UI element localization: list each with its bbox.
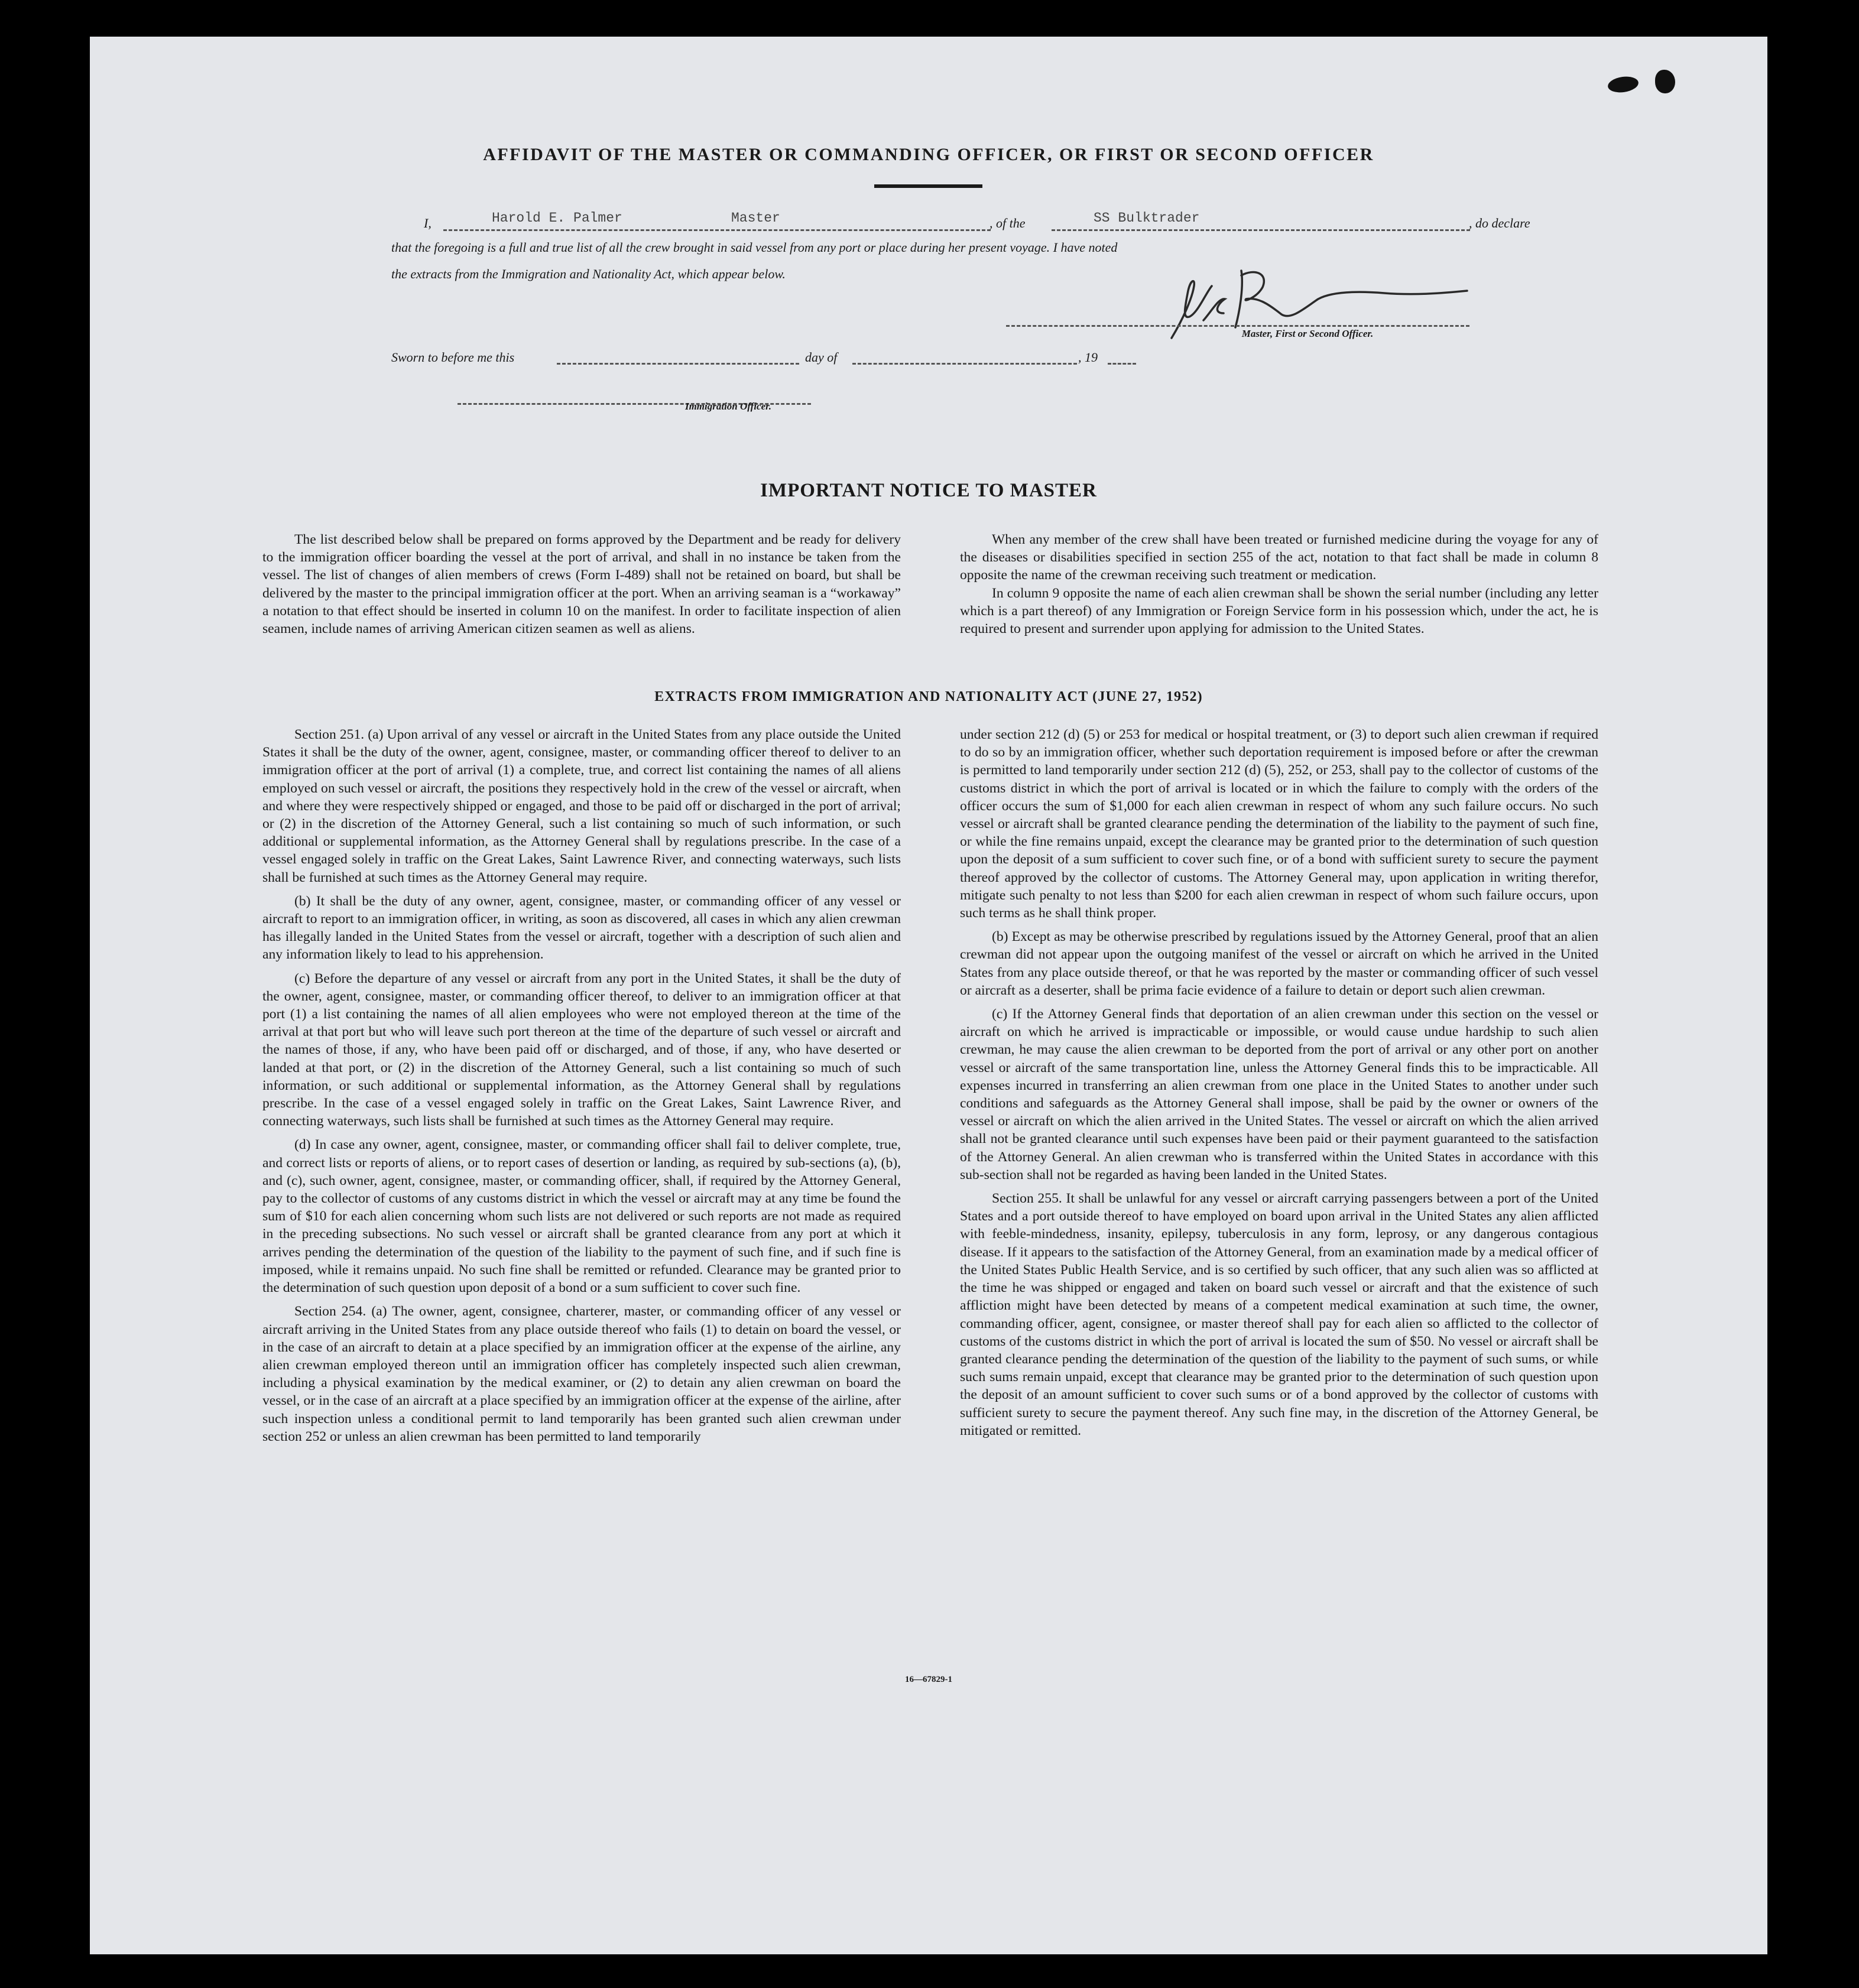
- sworn-year-line: [1108, 349, 1136, 365]
- rank-value: Master: [731, 210, 780, 226]
- extracts-right-column: [960, 726, 1598, 1445]
- notice-right-paragraph-2: In column 9 opposite the name of each alien crewman shall be shown the serial number (including any letter which is a part thereof) of any Immigration or Foreign Service form in his possession which, under the act, he is required to present and surrender upon applying for admission to the United States.: [960, 585, 1598, 637]
- notice-left-paragraph: The list described below shall be prepared on forms approved by the Department and be ready for delivery to the immigration officer boarding the vessel at the port of arrival, and shall in no instance be taken from the vessel. The list of changes of alien members of crews (Form I-489) shall not be retained on board, but shall be delivered by the master to the principal immigration officer at the port. When an arriving seaman is a “workaway” a notation to that effect should be inserted in column 10 on the manifest. In order to facilitate inspection of alien seamen, include names of arriving American citizen seamen as well as aliens.: [262, 532, 901, 637]
- notice-left-column: [262, 531, 901, 638]
- year-label: , 19: [1078, 350, 1098, 365]
- declaration-line-1: that the foregoing is a full and true list of all the crew brought in said vessel from any port or place during her present voyage. I have noted: [391, 240, 1118, 255]
- section-251c: (c) Before the departure of any vessel or aircraft from any port in the United States, it shall be the duty of the owner, agent, consignee, master, or commanding officer thereof, to deliver to an immigration officer at that port (1) a list containing the names of all alien employees who were not employed thereon at the time of the arrival at that port but who will leave such port thereon at the time of the departure of such vessel or aircraft and the names of those, if any, who have been paid off or discharged, and of those, if any, who have deserted or landed at that port, or (2) in the discretion of the Attorney General, such a list containing so much of such information, or such additional or supplemental information, as the Attorney General shall by regulations prescribe. In the case of a vessel engaged solely in traffic on the Great Lakes, Saint Lawrence River, and connecting waterways, such lists shall be furnished at such times as the Attorney General may require.: [262, 970, 901, 1129]
- sworn-label: Sworn to before me this: [391, 350, 515, 365]
- signature-caption: Master, First or Second Officer.: [1241, 328, 1374, 339]
- act-extracts-title: EXTRACTS FROM IMMIGRATION AND NATIONALITY ACT (JUNE 27, 1952): [654, 689, 1203, 704]
- of-the-label: , of the: [989, 216, 1026, 230]
- affidavit-i-label: I,: [424, 216, 432, 230]
- sworn-month-line: [852, 349, 1077, 365]
- section-254c: (c) If the Attorney General finds that deportation of an alien crewman under this section on the vessel or aircraft on which he arrived is impracticable or impossible, or would cause undue hardship to such alien crewman, he may cause the alien crewman to be deported from the port of arrival or any other port on another vessel or aircraft of the same transportation line, unless the Attorney General finds this to be impracticable. All expenses incurred in transferring an alien crewman from one place in the United States to another under such conditions and safeguards as the Attorney General shall impose, shall be paid by the owner or owners of the vessel or aircraft on which the alien arrived in the United States. The vessel or aircraft on which the alien arrived shall not be granted clearance until such expenses have been paid or their payment guaranteed to the satisfaction of the Attorney General. An alien crewman who is transferred within the United States in accordance with this sub-section shall not be regarded as having been landed in the United States.: [960, 1006, 1598, 1183]
- section-251b: (b) It shall be the duty of any owner, agent, consignee, master, or commanding officer of any vessel or aircraft to report to an immigration officer, in writing, as soon as discovered, all cases in which any alien crewman has illegally landed in the United States from the vessel or aircraft, together with a description of such alien and any information likely to lead to his apprehension.: [262, 893, 901, 963]
- notice-right-column: [960, 531, 1598, 638]
- ink-blot: [1655, 70, 1675, 93]
- sworn-day-line: [557, 349, 799, 365]
- signature-line: [1006, 313, 1469, 327]
- section-251d: (d) In case any owner, agent, consignee, master, or commanding officer shall fail to deliver complete, true, and correct lists or reports of aliens, or to report cases of desertion or landing, as required by sub-sections (a), (b), and (c), such owner, agent, consignee, master, or commanding officer, shall, if required by the Attorney General, pay to the collector of customs of any customs district in which the vessel or aircraft may at any time be found the sum of $10 for each alien concerning whom such lists are not delivered or such reports are not made as required in the preceding subsections. No such vessel or aircraft shall be granted clearance from any port at which it arrives pending the determination of the question of the liability to the payment of such fine, and if such fine is imposed, while it remains unpaid. No such fine shall be remitted or refunded. Clearance may be granted prior to the determination of such question upon deposit of a bond or a sum sufficient to cover such fine.: [262, 1137, 901, 1296]
- ink-blot: [1607, 75, 1639, 95]
- section-255: Section 255. It shall be unlawful for any vessel or aircraft carrying passengers between a port of the United States and a port outside thereof to have employed on board upon arrival in the United States any alien afflicted with feeble-mindedness, insanity, epilepsy, tuberculosis in any form, leprosy, or any dangerous contagious disease. If it appears to the satisfaction of the Attorney General, from an examination made by a medical officer of the United States Public Health Service, and is so certified by such officer, that any such alien was so afflicted at the time he was shipped or engaged and taken on board such vessel or aircraft and that the existence of such affliction might have been detected by means of a competent medical examination at such time, the owner, commanding officer, agent, consignee, or master thereof shall pay for each alien so afflicted to the collector of customs of the customs district in which the port of arrival is located the sum of $50. No vessel or aircraft shall be granted clearance pending the determination of the question of the liability to the payment of such sums, or while such sums remain unpaid, except that clearance may be granted prior to the determination of such question upon the deposit of an amount sufficient to cover such sums or of a bond approved by the collector of customs with sufficient surety to secure the payment thereof. Any such fine may, in the discretion of the Attorney General, be mitigated or remitted.: [960, 1191, 1598, 1438]
- form-number: 16—67829-1: [905, 1675, 952, 1684]
- section-254b: (b) Except as may be otherwise prescribed by regulations issued by the Attorney General, proof that an alien crewman did not appear upon the outgoing manifest of the vessel or aircraft on which he arrived in the United States from any place outside thereof, or that he was reported by the master or commanding officer of such vessel or aircraft as a deserter, shall be prima facie evidence of a failure to detain or deport such alien crewman.: [960, 929, 1598, 998]
- notice-title: IMPORTANT NOTICE TO MASTER: [760, 480, 1097, 501]
- section-254a-start: Section 254. (a) The owner, agent, consignee, charterer, master, or commanding officer of any vessel or aircraft arriving in the United States from any place outside thereof who fails (1) to detain on board the vessel, or in the case of an aircraft to detain at a place specified by an immigration officer at the expense of the airline, any alien crewman employed thereon until an immigration officer has completely inspected such alien crewman, including a physical examination by the medical examiner, or (2) to detain any alien crewman on board the vessel, or in the case of an aircraft at a place specified by an immigration officer at the expense of the airline, after such inspection unless a conditional permit to land temporarily has been granted such alien crewman under section 252 or unless an alien crewman has been permitted to land temporarily: [262, 1304, 901, 1444]
- section-251a: Section 251. (a) Upon arrival of any vessel or aircraft in the United States from any place outside the United States it shall be the duty of the owner, agent, consignee, master, or commanding officer thereof to deliver to an immigration officer at the port of arrival (1) a complete, true, and correct list containing the names of all aliens employed on such vessel or aircraft, the positions they respectively hold in the crew of the vessel or aircraft, when and where they were respectively shipped or engaged, and those to be paid off or discharged in the port of arrival; or (2) in the discretion of the Attorney General, such a list containing so much of such information, or such additional or supplemental information, as the Attorney General shall by regulations prescribe. In the case of a vessel engaged solely in traffic on the Great Lakes, Saint Lawrence River, and connecting waterways, such lists shall be furnished at such times as the Attorney General may require.: [262, 727, 901, 885]
- document-page: [90, 37, 1767, 1954]
- do-declare-label: , do declare: [1469, 216, 1530, 230]
- name-value: Harold E. Palmer: [492, 210, 622, 226]
- section-254a-continued: under section 212 (d) (5) or 253 for medical or hospital treatment, or (3) to deport such alien crewman if required to do so by an immigration officer, whether such deportation requirement is imposed before or after the crewman is permitted to land temporarily under section 212 (d) (5), 252, or 253, shall pay to the collector of customs of the customs district in which the port of arrival is located or in which the failure to comply with the orders of the officer occurs the sum of $1,000 for each alien crewman in respect of whom any such failure occurs. No such vessel or aircraft shall be granted clearance pending the determination of the liability to the payment of such fine, or while the fine remains unpaid, except the clearance may be granted prior to the determination of such question upon the deposit of a sum sufficient to cover such fine, or of a bond with sufficient surety to secure the payment thereof approved by the collector of customs. The Attorney General may, upon application in writing therefor, mitigate such penalty to not less than $200 for each alien crewman in respect of whom such failure occurs, upon such terms as he shall think proper.: [960, 727, 1598, 921]
- officer-caption: Immigration Officer.: [684, 401, 772, 412]
- declaration-line-2: the extracts from the Immigration and Nationality Act, which appear below.: [391, 267, 786, 281]
- affidavit-title: AFFIDAVIT OF THE MASTER OR COMMANDING OFFICER, OR FIRST OR SECOND OFFICER: [483, 145, 1374, 164]
- vessel-value: SS Bulktrader: [1094, 210, 1200, 226]
- notice-right-paragraph-1: When any member of the crew shall have been treated or furnished medicine during the voyage for any of the diseases or disabilities specified in section 255 of the act, notation to that fact shall be made in column 8 opposite the name of the crewman receiving such treatment or medication.: [960, 532, 1598, 583]
- title-divider: [874, 184, 982, 188]
- day-of-label: day of: [805, 350, 838, 365]
- extracts-left-column: [262, 726, 901, 1451]
